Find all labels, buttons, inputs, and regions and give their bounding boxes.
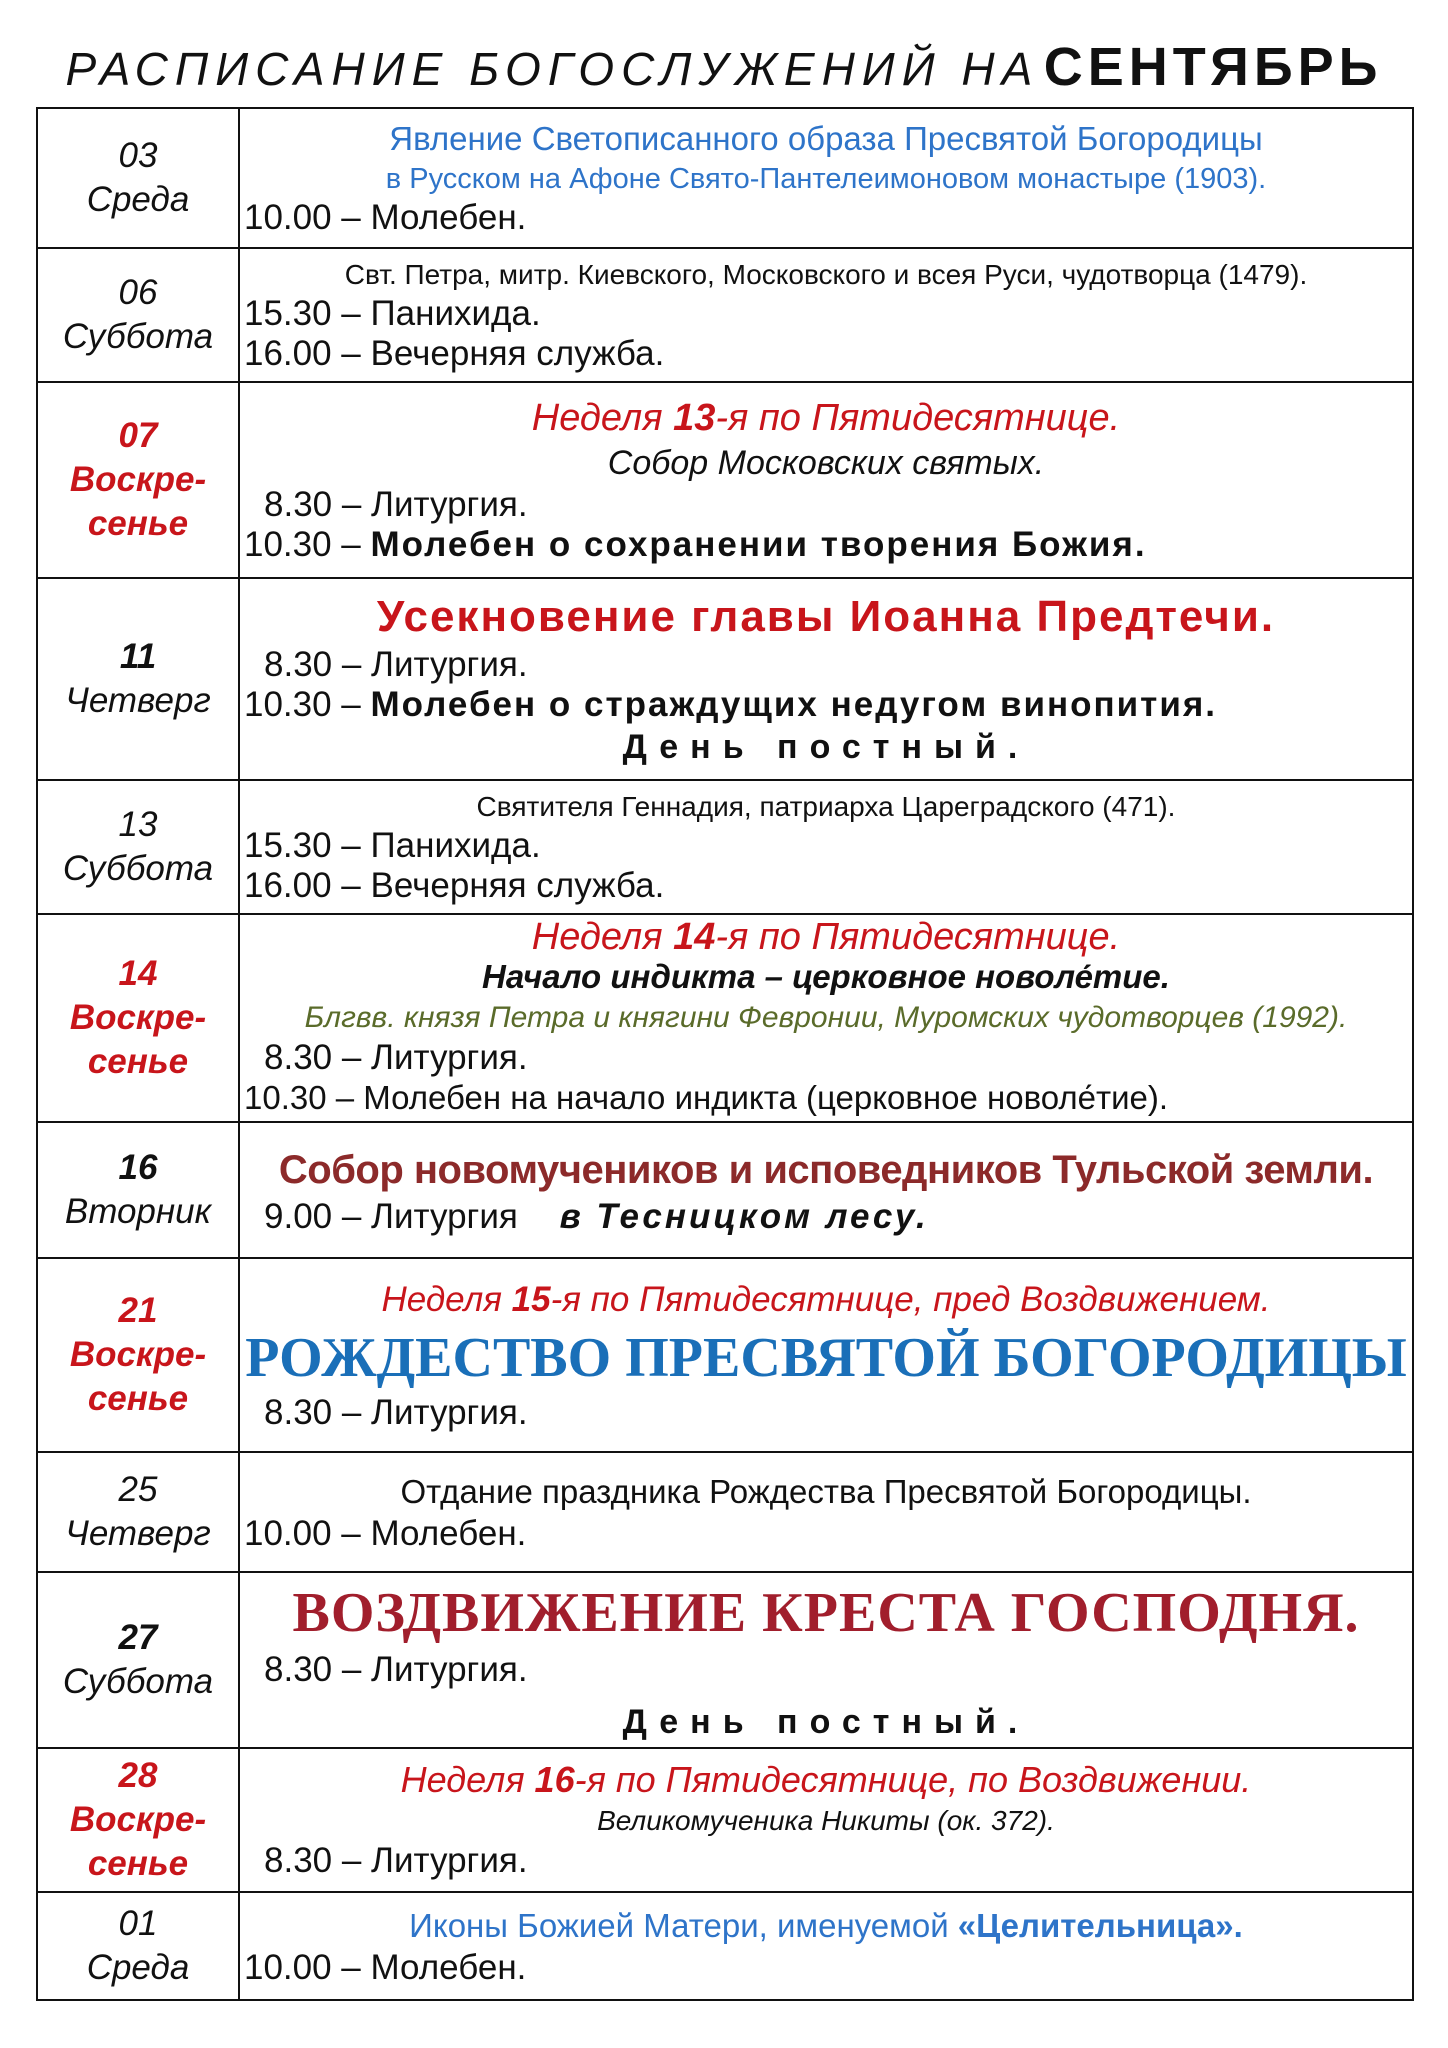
sunday-suffix: -я по Пятидесятнице, по Воздвижении. (574, 1759, 1252, 1800)
date-cell (37, 1572, 239, 1748)
day-number: 07 (118, 416, 158, 455)
date-cell (37, 914, 239, 1122)
feast-subtitle: в Русском на Афоне Свято-Пантелеимоновом монастыре (1903). (385, 163, 1267, 195)
service-location: в Тесницком лесу. (559, 1197, 929, 1236)
feast-title: Собор новомучеников и исповедников Тульской земли. (278, 1148, 1374, 1192)
date-cell (37, 1122, 239, 1258)
sunday-number: 15 (511, 1280, 551, 1319)
weekday: Среда (86, 1948, 190, 1987)
day-number: 28 (118, 1756, 158, 1795)
service-line: 8.30 – Литургия. (264, 1038, 528, 1077)
feast-title: РОЖДЕСТВО ПРЕСВЯТОЙ БОГОРОДИЦЫ (245, 1327, 1407, 1389)
saint-title: Блгвв. князя Петра и княгини Февронии, Муромских чудотворцев (1992). (304, 1001, 1348, 1034)
schedule-row (37, 248, 1413, 382)
service-line: 10.30 – Молебен на начало индикта (церковное новоле́тие). (244, 1079, 1169, 1116)
service-line: 8.30 – Литургия. (264, 1650, 528, 1689)
weekday-cont: сенье (87, 1042, 189, 1081)
date-cell (37, 248, 239, 382)
schedule-row (37, 1748, 1413, 1892)
icon-feast-name: «Целительница». (957, 1907, 1243, 1944)
feast-title: Отдание праздника Рождества Пресвятой Богородицы. (400, 1473, 1252, 1510)
service-line: 8.30 – Литургия. (264, 645, 528, 684)
fast-day-note: День постный. (622, 728, 1030, 766)
service-cell (239, 1258, 1413, 1452)
saint-title: Собор Московских святых. (607, 444, 1045, 482)
sunday-suffix: -я по Пятидесятнице. (715, 916, 1121, 958)
indict-title: Начало индикта – церковное новоле́тие. (482, 958, 1170, 995)
service-line: 10.00 – Молебен. (244, 1514, 527, 1553)
service-cell (239, 914, 1413, 1122)
sunday-prefix: Неделя (531, 397, 674, 439)
weekday: Среда (86, 180, 190, 219)
service-cell (239, 248, 1413, 382)
service-line: 8.30 – Литургия. (264, 1393, 528, 1432)
day-number: 27 (118, 1618, 158, 1657)
sunday-prefix: Неделя (400, 1759, 535, 1800)
sunday-suffix: -я по Пятидесятнице. (715, 397, 1121, 439)
schedule-row (37, 1258, 1413, 1452)
title-month: СЕНТЯБРЬ (1043, 37, 1383, 97)
feast-title: Усекновение главы Иоанна Предтечи. (376, 592, 1276, 641)
weekday: Суббота (62, 849, 214, 888)
service-cell (239, 1892, 1413, 2000)
weekday: Воскре- (69, 1800, 207, 1839)
service-line: 10.00 – Молебен. (244, 1948, 527, 1987)
service-line: 10.00 – Молебен. (244, 198, 527, 237)
date-cell (37, 1892, 239, 2000)
service-time: 9.00 – Литургия (264, 1197, 518, 1236)
service-time: 10.30 – (244, 525, 371, 564)
day-number: 01 (118, 1904, 158, 1943)
day-number: 06 (118, 273, 158, 312)
sunday-number: 14 (673, 916, 716, 958)
service-cell (239, 108, 1413, 248)
schedule-row (37, 578, 1413, 780)
service-name: Молебен о страждущих недугом винопития. (370, 685, 1217, 724)
saint-title: Великомученика Никиты (ок. 372). (597, 1805, 1055, 1836)
weekday-cont: сенье (87, 1379, 189, 1418)
schedule-row (37, 382, 1413, 578)
service-cell (239, 780, 1413, 914)
weekday: Четверг (65, 1514, 211, 1553)
service-line: 8.30 – Литургия. (264, 1841, 528, 1880)
schedule-row (37, 1572, 1413, 1748)
service-cell (239, 1452, 1413, 1572)
weekday: Четверг (65, 681, 211, 720)
day-number: 11 (119, 637, 157, 676)
day-number: 16 (118, 1148, 158, 1187)
service-line: 16.00 – Вечерняя служба. (244, 866, 665, 905)
day-number: 25 (118, 1470, 158, 1509)
weekday: Воскре- (69, 460, 207, 499)
date-cell (37, 1748, 239, 1892)
service-time: 10.30 – (244, 685, 371, 724)
weekday: Воскре- (69, 998, 207, 1037)
sunday-title (240, 1277, 1412, 1323)
service-line: 15.30 – Панихида. (244, 826, 541, 865)
weekday: Вторник (64, 1192, 212, 1231)
weekday-cont: сенье (87, 1844, 189, 1883)
schedule-row (37, 1892, 1413, 2000)
date-cell (37, 382, 239, 578)
sunday-prefix: Неделя (531, 916, 674, 958)
service-cell (239, 382, 1413, 578)
date-cell (37, 1452, 239, 1572)
schedule-row (37, 780, 1413, 914)
feast-title: ВОЗДВИЖЕНИЕ КРЕСТА ГОСПОДНЯ. (292, 1582, 1360, 1644)
date-cell (37, 578, 239, 780)
saint-title: Свт. Петра, митр. Киевского, Московского и всея Руси, чудотворца (1479). (344, 259, 1308, 290)
sunday-prefix: Неделя (381, 1280, 512, 1319)
service-cell (239, 1748, 1413, 1892)
service-cell (239, 578, 1413, 780)
title-prefix: РАСПИСАНИЕ БОГОСЛУЖЕНИЙ НА (65, 43, 1040, 95)
schedule-row (37, 1122, 1413, 1258)
sunday-title (240, 918, 1412, 956)
schedule-row (37, 1452, 1413, 1572)
weekday: Воскре- (69, 1335, 207, 1374)
weekday: Суббота (62, 317, 214, 356)
service-line (240, 525, 1412, 565)
sunday-title (240, 1759, 1412, 1801)
sunday-number: 13 (673, 397, 716, 439)
fast-day-note: День постный. (622, 1703, 1030, 1741)
service-line: 16.00 – Вечерняя служба. (244, 334, 665, 373)
service-cell (239, 1122, 1413, 1258)
feast-title (240, 1904, 1412, 1948)
service-line (240, 1197, 1412, 1237)
date-cell (37, 108, 239, 248)
schedule-table (36, 107, 1414, 2001)
sunday-number: 16 (534, 1759, 575, 1800)
schedule-row (37, 108, 1413, 248)
service-cell (239, 1572, 1413, 1748)
page-title (36, 36, 1412, 106)
service-line (240, 685, 1412, 725)
weekday-cont: сенье (87, 504, 189, 543)
service-line: 8.30 – Литургия. (264, 485, 528, 524)
feast-title: Явление Светописанного образа Пресвятой Богородицы (389, 120, 1263, 157)
saint-title: Святителя Геннадия, патриарха Цареградского (471). (476, 791, 1176, 822)
sunday-title (240, 395, 1412, 441)
icon-feast-prefix: Иконы Божией Матери, именуемой (409, 1907, 958, 1944)
day-number: 21 (118, 1291, 158, 1330)
service-line: 15.30 – Панихида. (244, 294, 541, 333)
day-number: 03 (118, 136, 158, 175)
schedule-row (37, 914, 1413, 1122)
date-cell (37, 780, 239, 914)
day-number: 14 (118, 954, 158, 993)
day-number: 13 (118, 805, 158, 844)
sunday-suffix: -я по Пятидесятнице, пред Воздвижением. (550, 1280, 1271, 1319)
weekday: Суббота (62, 1662, 214, 1701)
service-name: Молебен о сохранении творения Божия. (370, 525, 1147, 564)
date-cell (37, 1258, 239, 1452)
